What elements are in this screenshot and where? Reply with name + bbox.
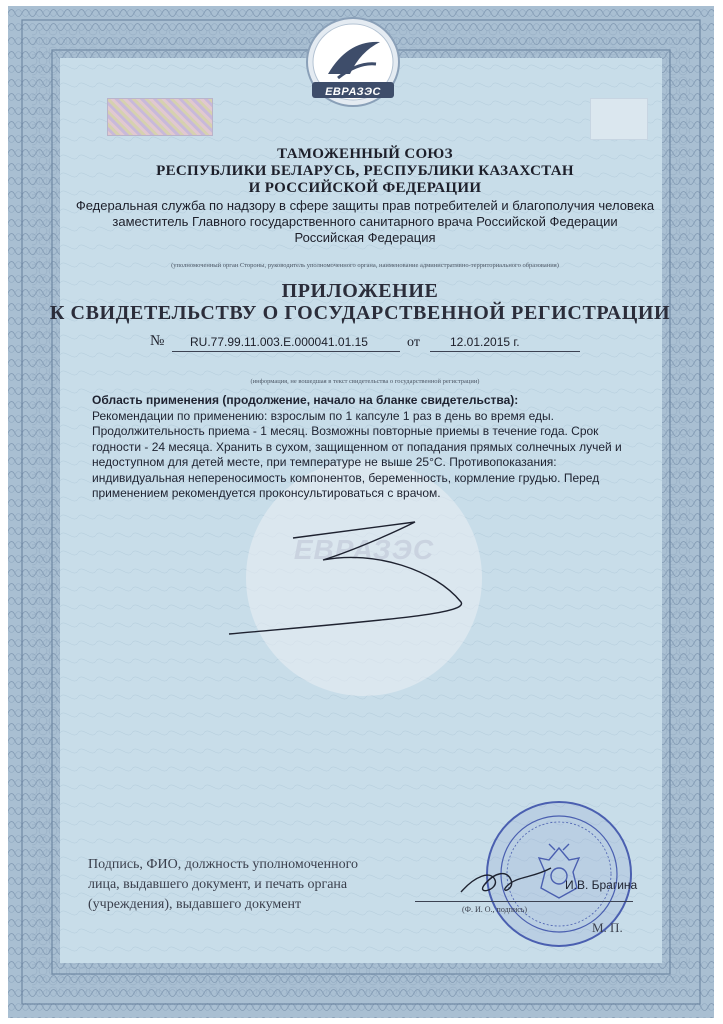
scope-line: индивидуальная непереносимость компонентов, беременность, кормление грудью. Перед	[92, 470, 600, 485]
header-line-2: РЕСПУБЛИКИ БЕЛАРУСЬ, РЕСПУБЛИКИ КАЗАХСТАН	[156, 163, 574, 179]
official-signature	[455, 856, 565, 906]
registration-date: 12.01.2015 г.	[450, 335, 520, 349]
header-line-3: И РОССИЙСКОЙ ФЕДЕРАЦИИ	[248, 180, 482, 196]
registration-row	[150, 333, 600, 353]
signer-name: И.В. Брагина	[565, 878, 638, 892]
signature-caption: (Ф. И. О., подпись)	[462, 905, 528, 914]
date-underline	[430, 351, 580, 352]
application-scope	[92, 393, 652, 502]
scope-line: недоступном для детей месте, при температуре не выше 25°С. Противопоказания:	[92, 455, 557, 469]
number-underline	[172, 351, 400, 352]
header-line-1: ТАМОЖЕННЫЙ СОЮЗ	[277, 146, 453, 162]
scope-line: Рекомендации по применению: взрослым по 1 капсуле 1 раз в день во время еды.	[92, 408, 554, 423]
document-title: ПРИЛОЖЕНИЕ	[281, 280, 439, 302]
hologram-sticker	[107, 98, 213, 136]
seal-place-label: М. П.	[592, 920, 623, 935]
signature-label-line: (учреждения), выдавшего документ	[88, 897, 302, 912]
header-authority: Федеральная служба по надзору в сфере защиты прав потребителей и благополучия человека	[75, 198, 655, 213]
scope-line: применением рекомендуется проконсультироваться с врачом.	[92, 486, 441, 500]
info-caption: (информация, не вошедшая в текст свидетельства о государственной регистрации)	[250, 378, 480, 385]
scope-heading: Область применения (продолжение, начало на бланке свидетельства):	[92, 393, 519, 407]
closing-signature-stroke	[225, 510, 485, 640]
document-subtitle: К СВИДЕТЕЛЬСТВУ О ГОСУДАРСТВЕННОЙ РЕГИСТРАЦИИ	[49, 302, 671, 324]
corner-seal	[590, 98, 648, 140]
signature-label	[88, 855, 408, 915]
scope-line: годности - 24 месяца. Хранить в сухом, защищенном от попадания прямых солнечных лучей и	[92, 439, 622, 454]
signature-label-line: Подпись, ФИО, должность уполномоченного	[88, 857, 358, 872]
number-sign: №	[150, 333, 165, 349]
scope-line: Продолжительность приема - 1 месяц. Возможны повторные приемы в течение года. Срок	[92, 424, 599, 438]
signature-underline	[415, 901, 633, 902]
signature-label-line: лица, выдавшего документ, и печать органа	[88, 877, 348, 892]
header-position: заместитель Главного государственного санитарного врача Российской Федерации	[112, 214, 618, 229]
evrazes-logo	[298, 12, 408, 112]
registration-number: RU.77.99.11.003.E.000041.01.15	[190, 335, 368, 349]
watermark-text: ЕВРАЗЭС	[293, 534, 435, 565]
from-label: от	[407, 335, 420, 350]
header-caption: (уполномоченный орган Стороны, руководитель уполномоченного органа, наименование административно-территориального образования)	[171, 262, 559, 269]
header-country: Российская Федерация	[294, 230, 436, 245]
logo-text: ЕВРАЗЭС	[325, 86, 381, 98]
